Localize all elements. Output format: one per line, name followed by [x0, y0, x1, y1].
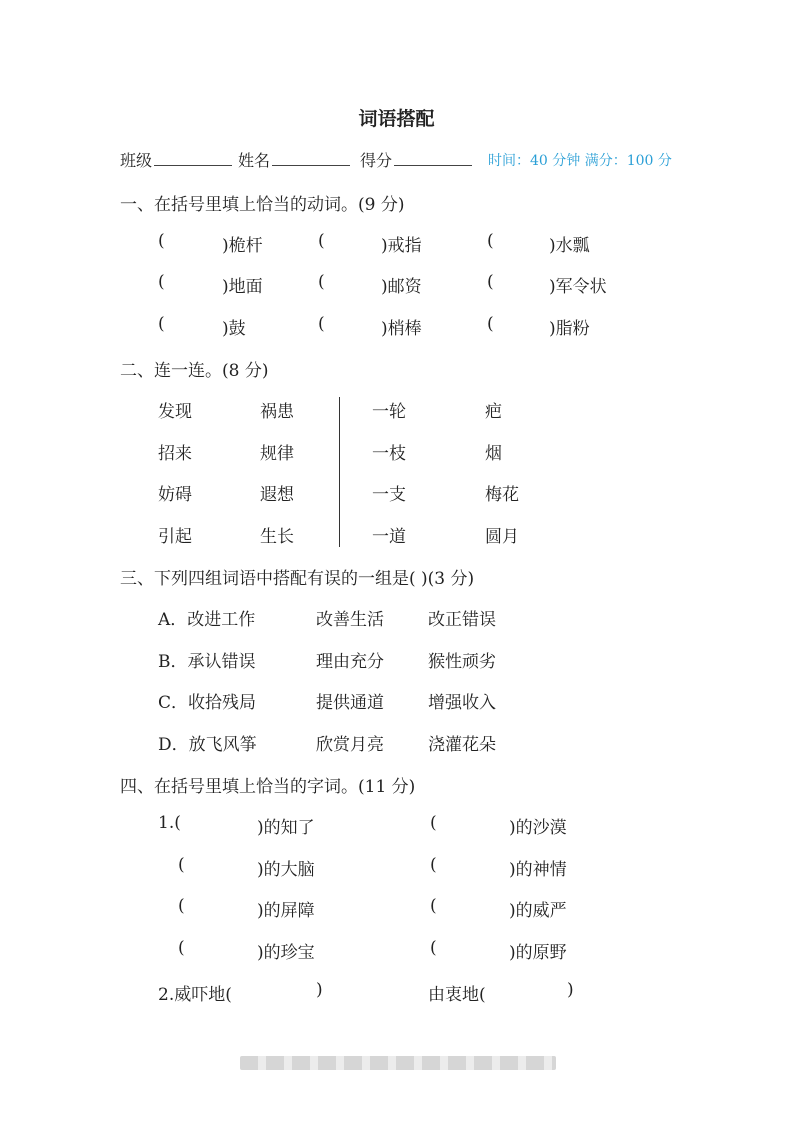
option-word: 改正错误 [428, 610, 496, 630]
blank-word: )戒指 [381, 236, 422, 256]
blank-word: )的神情 [509, 860, 567, 880]
blank-open-paren[interactable]: ( [430, 938, 437, 958]
blank-word: )水瓢 [549, 236, 590, 256]
class-field [120, 148, 232, 171]
blank-open-paren[interactable]: ( [487, 314, 494, 334]
blank-open-paren[interactable]: ( [178, 855, 185, 875]
blank-close-paren[interactable]: ) [316, 980, 323, 1000]
adverb-prompt: 由衷地( [428, 985, 486, 1005]
option-word: 增强收入 [428, 693, 496, 713]
match-word[interactable]: 发现 [158, 402, 192, 422]
blank-open-paren[interactable]: ( [487, 231, 494, 251]
option-word: 改善生活 [316, 610, 384, 630]
blank-open-paren[interactable]: 1.( [158, 813, 181, 833]
blank-open-paren[interactable]: ( [178, 896, 185, 916]
match-word[interactable]: 招来 [158, 444, 192, 464]
blank-word: )的屏障 [257, 901, 315, 921]
blank-word: )邮资 [381, 277, 422, 297]
blank-word: )桅杆 [222, 236, 263, 256]
option-item[interactable]: D．放飞风筝 [158, 735, 257, 755]
section-1-heading: 一、在括号里填上恰当的动词。(9 分) [120, 195, 405, 215]
score-blank[interactable] [394, 149, 472, 166]
match-word[interactable]: 一轮 [372, 402, 406, 422]
blank-word: )的大脑 [257, 860, 315, 880]
section-4-heading: 四、在括号里填上恰当的字词。(11 分) [120, 777, 416, 797]
match-word[interactable]: 圆月 [485, 527, 519, 547]
blank-open-paren[interactable]: ( [430, 813, 437, 833]
match-word[interactable]: 烟 [485, 444, 502, 464]
blank-open-paren[interactable]: ( [178, 938, 185, 958]
page-title: 词语搭配 [358, 108, 435, 130]
match-word[interactable]: 一支 [372, 485, 406, 505]
option-word: 欣赏月亮 [316, 735, 384, 755]
option-item[interactable]: B．承认错误 [158, 652, 256, 672]
match-word[interactable]: 妨碍 [158, 485, 192, 505]
match-word[interactable]: 梅花 [485, 485, 519, 505]
match-word[interactable]: 疤 [485, 402, 502, 422]
blank-word: )的威严 [509, 901, 567, 921]
blank-word: )鼓 [222, 319, 246, 339]
blank-open-paren[interactable]: ( [430, 896, 437, 916]
option-item[interactable]: C．收拾残局 [158, 693, 257, 713]
blank-open-paren[interactable]: ( [487, 272, 494, 292]
blank-open-paren[interactable]: ( [318, 314, 325, 334]
blank-word: )梢棒 [381, 319, 422, 339]
class-blank[interactable] [154, 149, 232, 166]
blank-word: )的知了 [257, 818, 315, 838]
footer-watermark-bar [240, 1056, 556, 1070]
blank-open-paren[interactable]: ( [318, 231, 325, 251]
blank-open-paren[interactable]: ( [158, 314, 165, 334]
blank-word: )军令状 [549, 277, 607, 297]
match-word[interactable]: 引起 [158, 527, 192, 547]
match-word[interactable]: 规律 [260, 444, 294, 464]
score-field [360, 148, 472, 171]
blank-open-paren[interactable]: ( [430, 855, 437, 875]
blank-open-paren[interactable]: ( [158, 231, 165, 251]
option-word: 猴性顽劣 [428, 652, 496, 672]
option-item[interactable]: A．改进工作 [158, 610, 256, 630]
adverb-prompt: 2.威吓地( [158, 985, 232, 1005]
score-label: 得分 [360, 151, 393, 170]
time-info: 时间：40 分钟 满分：100 分 [488, 153, 672, 169]
match-word[interactable]: 一枝 [372, 444, 406, 464]
match-word[interactable]: 遐想 [260, 485, 294, 505]
matching-divider [339, 397, 340, 547]
class-label: 班级 [120, 151, 153, 170]
match-word[interactable]: 生长 [260, 527, 294, 547]
blank-word: )地面 [222, 277, 263, 297]
match-word[interactable]: 一道 [372, 527, 406, 547]
option-word: 提供通道 [316, 693, 384, 713]
blank-word: )的原野 [509, 943, 567, 963]
blank-word: )的珍宝 [257, 943, 315, 963]
name-blank[interactable] [272, 149, 350, 166]
blank-open-paren[interactable]: ( [158, 272, 165, 292]
blank-open-paren[interactable]: ( [318, 272, 325, 292]
blank-word: )脂粉 [549, 319, 590, 339]
option-word: 浇灌花朵 [428, 735, 496, 755]
name-label: 姓名 [238, 151, 271, 170]
blank-close-paren[interactable]: ) [567, 980, 574, 1000]
match-word[interactable]: 祸患 [260, 402, 294, 422]
section-2-heading: 二、连一连。(8 分) [120, 361, 269, 381]
option-word: 理由充分 [316, 652, 384, 672]
blank-word: )的沙漠 [509, 818, 567, 838]
name-field [238, 148, 350, 171]
section-3-heading: 三、下列四组词语中搭配有误的一组是( )(3 分) [120, 569, 475, 589]
